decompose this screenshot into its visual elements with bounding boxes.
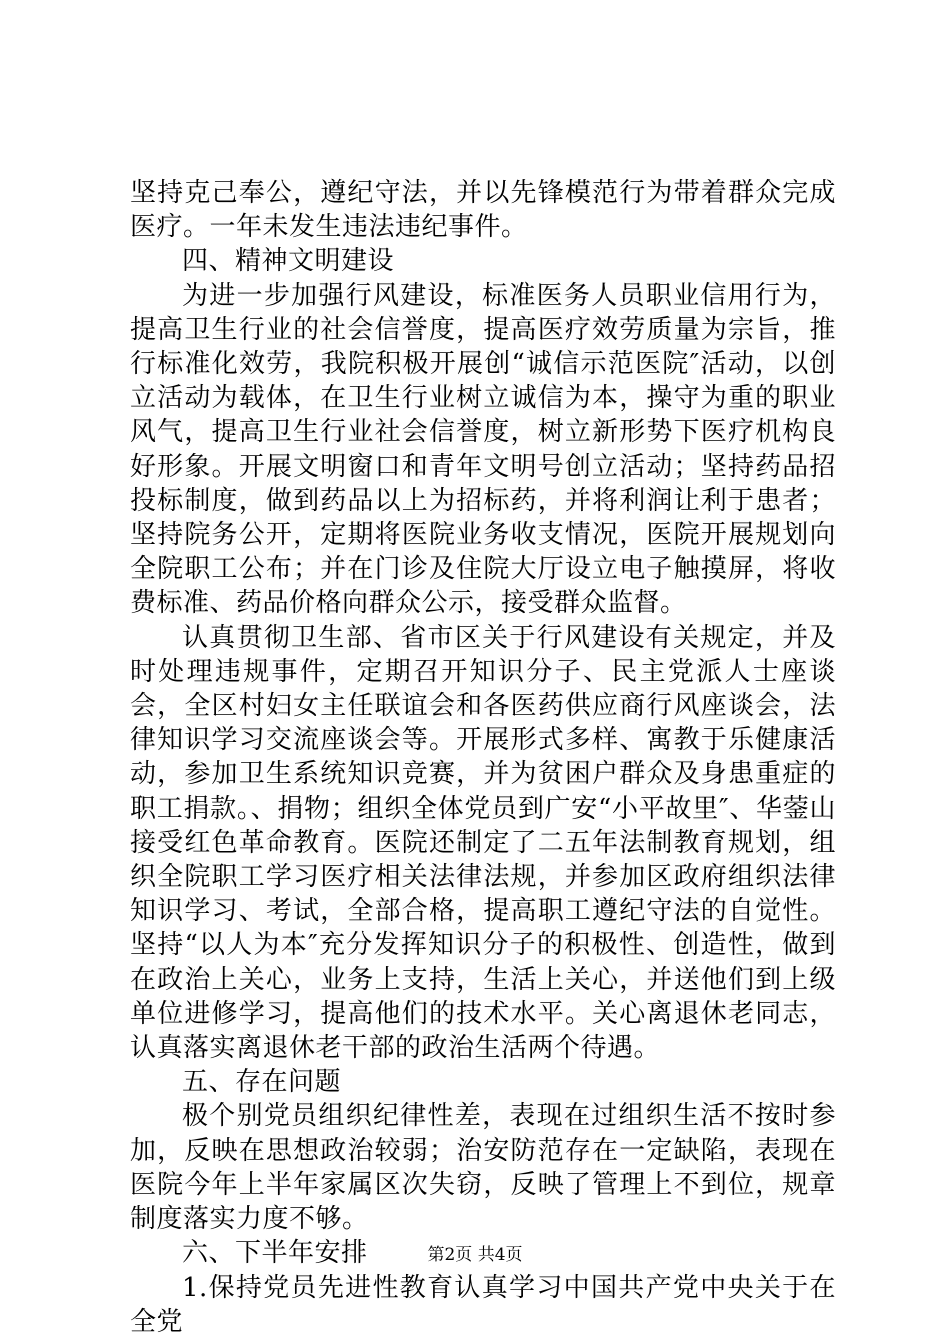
paragraph-problems: 极个别党员组织纪律性差，表现在过组织生活不按时参加，反映在思想政治较弱；治安防范存在一定缺陷，表现在医院今年上半年家属区次失窃，反映了管理上不到位，规章制度落实力度不够。 [130,1101,836,1235]
paragraph-plan-item-1: 1.保持党员先进性教育认真学习中国共产党中央关于在全党 [130,1272,836,1337]
paragraph-continuation: 坚持克己奉公，遵纪守法，并以先锋模范行为带着群众完成医疗。一年未发生违法违纪事件。 [130,178,836,243]
section-heading-6: 六、下半年安排 [182,1238,368,1269]
paragraph-civilization-building: 为进一步加强行风建设，标准医务人员职业信用行为，提高卫生行业的社会信誉度，提高医疗效劳质量为宗旨，推行标准化效劳，我院积极开展创“诚信示范医院″活动，以创立活动为载体，在卫生行业树立诚信为本，操守为重的职业风气，提高卫生行业社会信誉度，树立新形势下医疗机构良好形象。开展文明窗口和青年文明号创立活动；坚持药品招投标制度，做到药品以上为招标药，并将利润让利于患者；坚持院务公开，定期将医院业务收支情况，医院开展规划向全院职工公布；并在门诊及住院大厅设立电子触摸屏，将收费标准、药品价格向群众公示，接受群众监督。 [130,280,836,619]
page-number-footer: 第2页 共4页 [427,1245,523,1265]
section-heading-5: 五、存在问题 [182,1067,342,1098]
paragraph-regulations: 认真贯彻卫生部、省市区关于行风建设有关规定，并及时处理违规事件，定期召开知识分子、民主党派人士座谈会，全区村妇女主任联谊会和各医药供应商行风座谈会，法律知识学习交流座谈会等。开展形式多样、寓教于乐健康活动，参加卫生系统知识竞赛，并为贫困户群众及身患重症的职工捐款。、捐物；组织全体党员到广安“小平故里″、华蓥山接受红色革命教育。医院还制定了二五年法制教育规划，组织全院职工学习医疗相关法律法规，并参加区政府组织法律知识学习、考试，全部合格，提高职工遵纪守法的自觉性。坚持“以人为本″充分发挥知识分子的积极性、创造性，做到在政治上关心，业务上支持，生活上关心，并送他们到上级单位进修学习，提高他们的技术水平。关心离退休老同志，认真落实离退休老干部的政治生活两个待遇。 [130,622,836,1064]
document-body [130,176,836,1339]
section-heading-4: 四、精神文明建设 [182,246,395,277]
